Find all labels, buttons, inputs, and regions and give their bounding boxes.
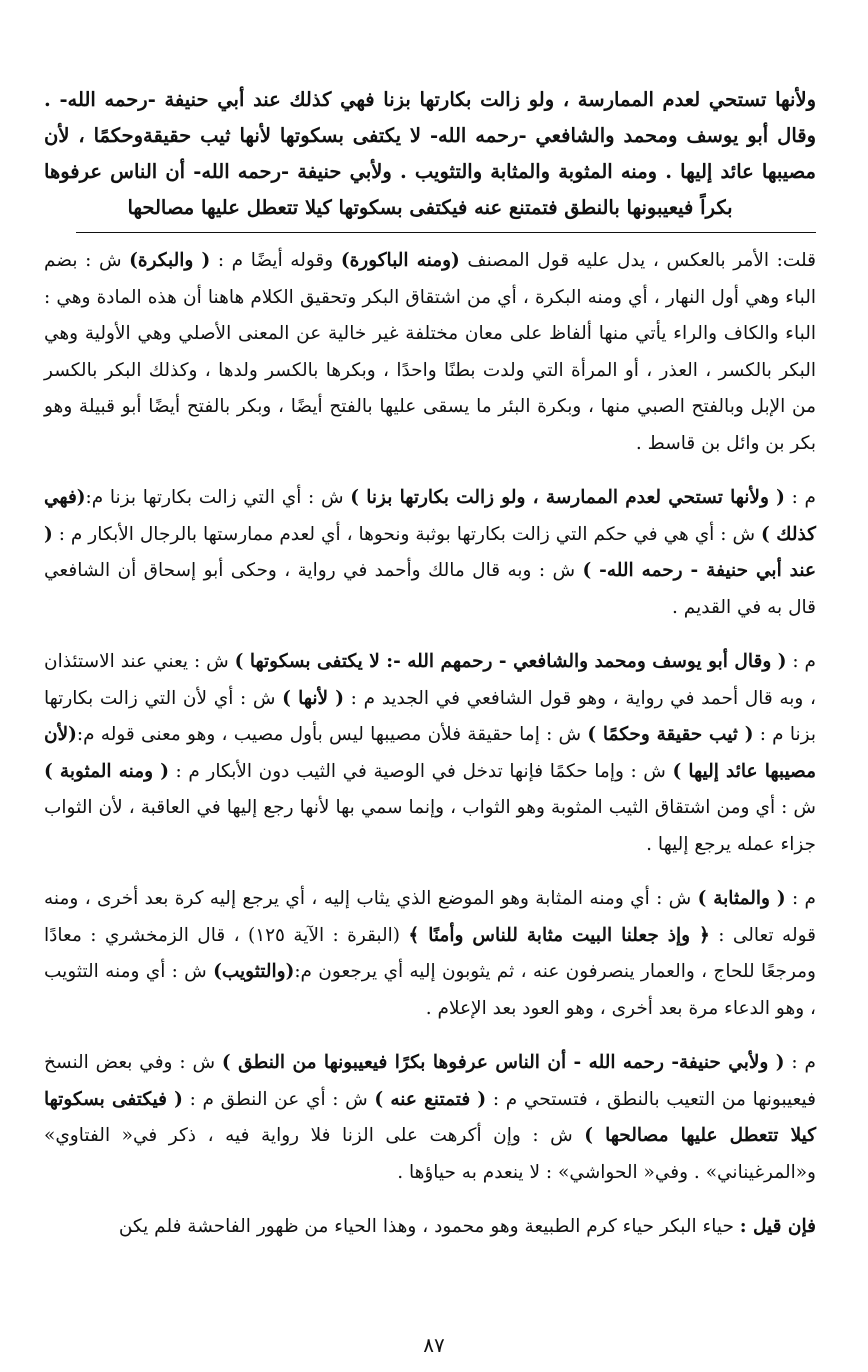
separator-rule	[76, 232, 816, 233]
quoted-matn-segment: ( والبكرة)	[129, 250, 211, 271]
commentary-segment: وقوله أيضًا م :	[210, 250, 341, 271]
paragraph-gap	[44, 626, 816, 644]
quoted-matn-segment: ( عند أبي حنيفة - رحمه الله- )	[44, 523, 817, 581]
commentary-paragraph	[44, 881, 816, 1027]
commentary-paragraph	[44, 1209, 816, 1246]
commentary-segment: م :	[784, 487, 816, 508]
commentary-segment: قلت: الأمر بالعكس ، يدل عليه قول المصنف	[459, 250, 817, 271]
quoted-matn-segment: (ومنه الباكورة)	[340, 250, 460, 271]
quoted-matn-segment: ( وقال أبو يوسف ومحمد والشافعي - رحمهم الله -: لا يكتفى بسكوتها )	[234, 651, 787, 672]
commentary-segment: ش : أي هي في حكم التي زالت بكارتها بوثبة ونحوها ، أي لعدم ممارستها بالرجال الأبكار م :	[52, 523, 761, 545]
commentary-segment: ش : وإما حكمًا فإنها تدخل في الوصية في الثيب دون الأبكار م :	[168, 760, 673, 782]
commentary-paragraph	[44, 644, 816, 863]
page-number: ٨٧	[423, 1333, 445, 1357]
commentary-segment: ش : أي ومن اشتقاق الثيب المثوبة وهو الثواب ، وإنما سمي بها لأنها رجع إليها في العاقبة ، لأن الثواب جزاء عمله يرجع إليها .	[44, 797, 816, 855]
commentary-paragraph	[44, 480, 816, 626]
quoted-matn-segment: ﴿ وإذ جعلنا البيت مثابة للناس وأمنًا ﴾	[408, 924, 710, 946]
quoted-matn-segment: فإن قيل :	[739, 1216, 816, 1237]
commentary-segment: ش : أي عن النطق م :	[182, 1088, 375, 1110]
quoted-matn-segment: (فهي كذلك )	[44, 487, 816, 545]
quoted-matn-segment: ( ولأبي حنيفة- رحمه الله - أن الناس عرفوها بكرًا فيعيبونها من النطق )	[221, 1052, 785, 1073]
quoted-matn-segment: ( لأنها )	[282, 687, 344, 709]
commentary-segment: ش : أي التي زالت بكارتها بزنا م:	[85, 487, 351, 508]
commentary-segment: م :	[784, 1052, 816, 1073]
commentary-segment: ش : أي ومنه المثابة وهو الموضع الذي يثاب إليه ، أي يرجع إليه كرة بعد أخرى ، ومنه قوله تعالى :	[44, 888, 816, 946]
commentary-paragraph	[44, 243, 816, 462]
paragraph-gap	[44, 863, 816, 881]
quoted-matn-segment: ( ولأنها تستحي لعدم الممارسة ، ولو زالت بكارتها بزنا )	[350, 487, 785, 508]
quoted-matn-segment: ( فتمتنع عنه )	[374, 1088, 487, 1110]
commentary-segment: ش : وبه قال مالك وأحمد في رواية ، وحكى أبو إسحاق أن الشافعي قال به في القديم .	[44, 560, 816, 618]
commentary-segment: م :	[785, 888, 816, 909]
paragraph-gap	[44, 1191, 816, 1209]
quoted-matn-segment: ( فيكتفى بسكوتها كيلا تتعطل عليها مصالحها )	[44, 1088, 816, 1146]
quoted-matn-segment: ( ومنه المثوبة )	[44, 760, 169, 782]
commentary-segment: ش : أي ومنه التثويب ، وهو الدعاء مرة بعد أخرى ، وهو العود بعد الإعلام .	[44, 961, 816, 1019]
commentary-segment: حياء البكر حياء كرم الطبيعة وهو محمود ، وهذا الحياء من ظهور الفاحشة فلم يكن	[118, 1216, 740, 1237]
commentary-segment: ش : وفي بعض النسخ فيعيبونها من التعيب بالنطق ، فتستحي م :	[44, 1052, 816, 1110]
commentary-segment: ش : إما حقيقة فلأن مصيبها ليس بأول مصيب ، وهو معنى قوله م:	[76, 724, 588, 745]
quoted-matn-segment: (والتثويب)	[213, 961, 295, 982]
quoted-matn-segment: ( ثيب حقيقة وحكمًا )	[587, 724, 754, 745]
commentary-segment: ش : وإن أكرهت على الزنا فلا رواية فيه ، ذكر في« الفتاوي» و«المرغيناني» . وفي« الحواشي» : لا ينعدم به حياؤها .	[44, 1125, 816, 1183]
commentary-segment: ش : أي لأن التي زالت بكارتها بزنا م :	[44, 687, 816, 745]
paragraph-gap	[44, 462, 816, 480]
quoted-matn-segment: ( والمثابة )	[697, 888, 786, 909]
commentary-segment: ش : بضم الباء وهي أول النهار ، أي ومنه البكرة ، أي من اشتقاق البكر وتحقيق الكلام هاهنا أن هذه المادة وهي : الباء والكاف والراء يأتي منها ألفاظ على معان مختلفة غير خالية عن المعنى الأصلي وهي الأولية وهي البكر بالكسر ، العذر ، أو المرأة التي ولدت بطنًا واحدًا ، وبكرها بالكسر ولدها ، وكذلك البكر بالكسر من الإبل وبالفتح الصبي منها ، وبكرة البئر ما يسقى عليها بالفتح أيضًا ، وبكر بالفتح أيضًا أبو قبيلة وهو بكر بن وائل بن قاسط .	[44, 250, 816, 454]
matn-text: ولأنها تستحي لعدم الممارسة ، ولو زالت بكارتها بزنا فهي كذلك عند أبي حنيفة -رحمه الله- . وقال أبو يوسف ومحمد والشافعي -رحمه الله- لا يكتفى بسكوتها لأنها ثيب حقيقةوحكمًا ، لأن مصيبها عائد إليها . ومنه المثوبة والمثابة والتثويب . ولأبي حنيفة -رحمه الله- أن الناس عرفوها بكراً فيعيبونها بالنطق فتمتنع عنه فيكتفى بسكوتها كيلا تتعطل عليها مصالحها	[44, 88, 816, 219]
commentary-segment: م :	[786, 651, 816, 672]
commentary-paragraph	[44, 1045, 816, 1191]
commentary	[44, 243, 816, 1246]
commentary-segment: ش : يعني عند الاستئذان ، وبه قال أحمد في رواية ، وهو قول الشافعي في الجديد م :	[44, 651, 816, 709]
paragraph-gap	[44, 1027, 816, 1045]
quoted-matn-segment: (لأن مصيبها عائد إليها )	[44, 724, 817, 782]
commentary-segment: (البقرة : الآية ١٢٥) ، قال الزمخشري : معادًا ومرجعًا للحاج ، والعمار ينصرفون عنه ، ثم يثوبون إليه أي يرجعون م:	[44, 924, 816, 982]
